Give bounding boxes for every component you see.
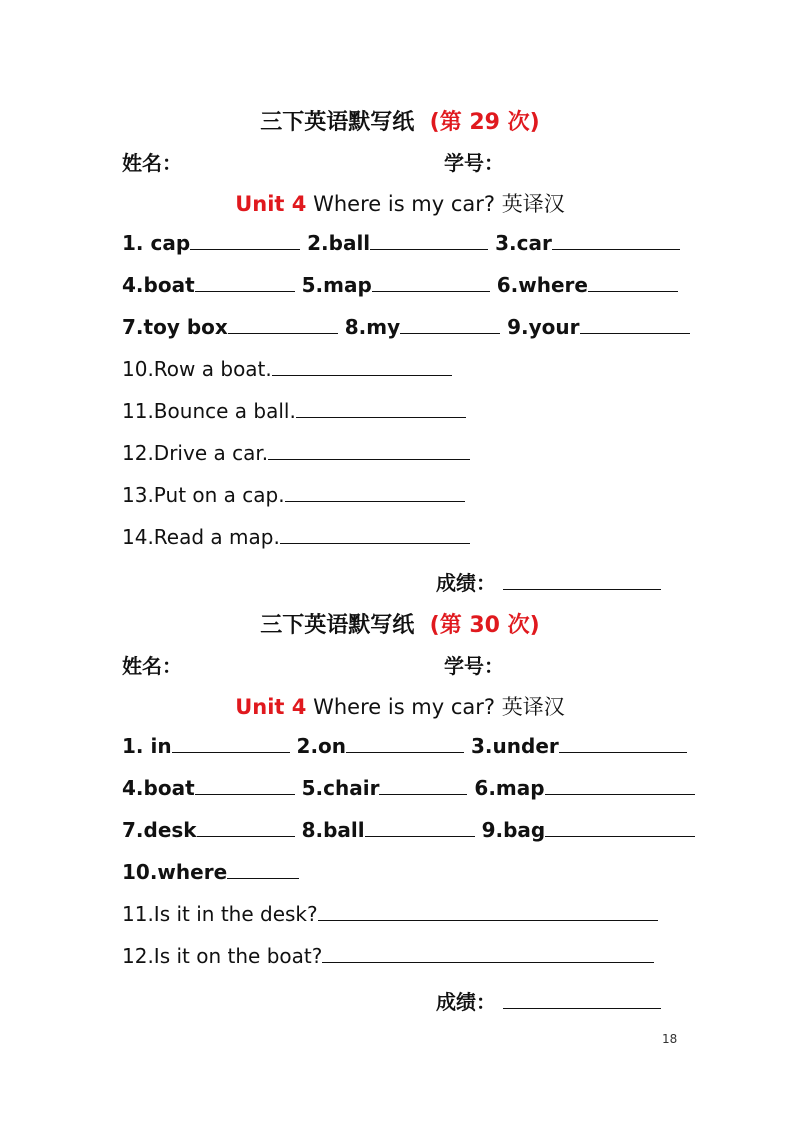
sheet-29-title <box>0 105 800 136</box>
word-item: 4.boat <box>122 776 195 800</box>
word-row-1 <box>122 231 680 255</box>
sentence-row <box>122 525 470 549</box>
word-item: 3.under <box>471 734 559 758</box>
student-id-label: 学号： <box>444 654 504 678</box>
sentence-item: 12.Drive a car. <box>122 441 269 465</box>
sentence-row <box>122 399 466 423</box>
sentence-row <box>122 441 470 465</box>
word-item: 2.on <box>296 734 347 758</box>
page-number: 18 <box>662 1032 678 1046</box>
sentence-item: 11.Bounce a ball. <box>122 399 296 423</box>
answer-blank[interactable] <box>346 734 464 753</box>
word-row-4 <box>122 860 299 884</box>
sentence-row <box>122 944 654 968</box>
name-label: 姓名： <box>122 654 182 678</box>
word-item: 5.map <box>301 273 372 297</box>
answer-blank[interactable] <box>280 525 470 544</box>
answer-blank[interactable] <box>190 231 300 250</box>
score-row <box>436 986 661 1015</box>
answer-blank[interactable] <box>172 734 290 753</box>
word-row-1 <box>122 734 687 758</box>
unit-label: Unit 4 <box>235 192 307 216</box>
answer-blank[interactable] <box>296 399 466 418</box>
word-item: 7.toy box <box>122 315 228 339</box>
word-item: 8.my <box>344 315 401 339</box>
answer-blank[interactable] <box>552 231 680 250</box>
unit-title: Where is my car? 英译汉 <box>313 695 565 719</box>
answer-blank[interactable] <box>285 483 465 502</box>
sentence-item: 11.Is it in the desk? <box>122 902 318 926</box>
answer-blank[interactable] <box>370 231 488 250</box>
sentence-row <box>122 902 658 926</box>
answer-blank[interactable] <box>559 734 687 753</box>
sentence-row <box>122 483 465 507</box>
word-item: 7.desk <box>122 818 197 842</box>
word-item: 6.map <box>474 776 545 800</box>
unit-label: Unit 4 <box>235 695 307 719</box>
answer-blank[interactable] <box>195 273 295 292</box>
sheet-30-title <box>0 608 800 639</box>
word-item: 5.chair <box>301 776 380 800</box>
word-item: 1. in <box>122 734 172 758</box>
word-item: 1. cap <box>122 231 191 255</box>
answer-blank[interactable] <box>272 357 452 376</box>
unit-heading <box>0 691 800 721</box>
score-row <box>436 567 661 596</box>
answer-blank[interactable] <box>197 818 295 837</box>
answer-blank[interactable] <box>228 315 338 334</box>
student-id-label: 学号： <box>444 151 504 175</box>
word-item: 8.ball <box>301 818 365 842</box>
answer-blank[interactable] <box>545 776 695 795</box>
score-blank[interactable] <box>503 571 661 590</box>
unit-title: Where is my car? 英译汉 <box>313 192 565 216</box>
word-row-3 <box>122 315 690 339</box>
sentence-row <box>122 357 452 381</box>
answer-blank[interactable] <box>322 944 654 963</box>
word-item: 2.ball <box>307 231 371 255</box>
answer-blank[interactable] <box>580 315 690 334</box>
word-row-2 <box>122 776 695 800</box>
word-item: 9.your <box>507 315 580 339</box>
score-label: 成绩： <box>436 571 496 595</box>
answer-blank[interactable] <box>379 776 467 795</box>
word-item: 3.car <box>495 231 552 255</box>
word-item: 9.bag <box>481 818 546 842</box>
title-text: 三下英语默写纸 <box>260 613 415 638</box>
answer-blank[interactable] <box>588 273 678 292</box>
answer-blank[interactable] <box>318 902 658 921</box>
answer-blank[interactable] <box>400 315 500 334</box>
answer-blank[interactable] <box>227 860 299 879</box>
word-item: 4.boat <box>122 273 195 297</box>
word-item: 6.where <box>496 273 588 297</box>
word-row-3 <box>122 818 695 842</box>
score-blank[interactable] <box>503 990 661 1009</box>
title-number: (第 29 次) <box>429 110 540 135</box>
answer-blank[interactable] <box>365 818 475 837</box>
answer-blank[interactable] <box>195 776 295 795</box>
unit-heading <box>0 188 800 218</box>
title-number: (第 30 次) <box>429 613 540 638</box>
sentence-item: 14.Read a map. <box>122 525 280 549</box>
score-label: 成绩： <box>436 990 496 1014</box>
sentence-item: 13.Put on a cap. <box>122 483 285 507</box>
answer-blank[interactable] <box>545 818 695 837</box>
sentence-item: 12.Is it on the boat? <box>122 944 323 968</box>
word-item: 10.where <box>122 860 228 884</box>
sentence-item: 10.Row a boat. <box>122 357 272 381</box>
title-text: 三下英语默写纸 <box>260 110 415 135</box>
answer-blank[interactable] <box>372 273 490 292</box>
name-label: 姓名： <box>122 151 182 175</box>
answer-blank[interactable] <box>268 441 470 460</box>
word-row-2 <box>122 273 678 297</box>
